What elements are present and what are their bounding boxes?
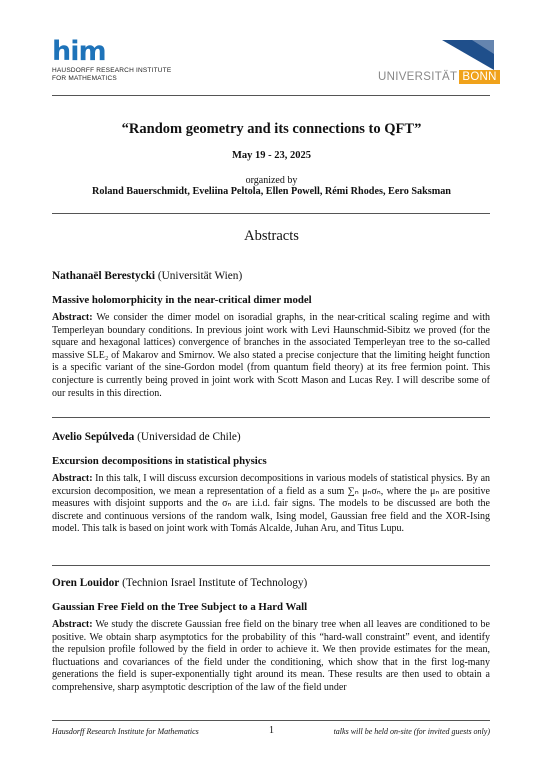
header-rule [52, 95, 490, 96]
speaker-line [52, 270, 242, 282]
organizers: Roland Bauerschmidt, Eveliina Peltola, Ellen Powell, Rémi Rhodes, Eero Saksman [92, 186, 451, 197]
organized-by-label: organized by [245, 175, 298, 186]
footer-institute: Hausdorff Research Institute for Mathematics [52, 727, 199, 736]
talk-abstract [52, 473, 490, 536]
bonn-triangle-icon [442, 40, 494, 70]
bonn-wordmark [378, 70, 500, 84]
talk-divider [52, 565, 490, 566]
footer-note: talks will be held on-site (for invited guests only) [333, 727, 490, 736]
him-institute-line1: HAUSDORFF RESEARCH INSTITUTE [52, 67, 172, 74]
abstract-text: In this talk, I will discuss excursion decompositions in various models of statistical physics. By an excursion decomposition, we mean a representation of a field as a sum ∑ₙ μₙσₙ, where the μₙ are positive measures with disjoint supports and the σₙ are i.i.d. fair signs. The models to be discussed are both the discrete and continuous versions of the random walk, Ising model, Gaussian free field and the XOR-Ising model. This talk is based on joint work with Tomás Alcalde, Juhan Aru, and Titus Lupu. [52, 473, 491, 535]
talk-abstract [52, 619, 490, 695]
abstract-text: We consider the dimer model on isoradial graphs, in the near-critical scaling regime and with Temperleyan boundary conditions. In previous joint work with Levi Haunschmid-Sibitz we proved (for the square and hexagonal lattices) convergence of branches in the associated Temperleyan tree to the so-called massive SLE₂ of Makarov and Smirnov. We also stated a precise conjecture that the limiting height function is a specific variant of the sine-Gordon model (from quantum field theory) at its free fermion point. This conjecture is currently being proved in joint work with Scott Mason and Lucas Rey. I will describe some of our results in this direction. [52, 312, 491, 399]
section-heading: Abstracts [244, 228, 299, 244]
talk-title: Massive holomorphicity in the near-critical dimer model [52, 294, 312, 306]
speaker-name: Avelio Sepúlveda [52, 431, 135, 443]
him-logo-word: him [52, 36, 106, 67]
him-institute-line2: FOR MATHEMATICS [52, 75, 117, 82]
footer-rule [52, 720, 490, 721]
talk-abstract [52, 312, 490, 400]
talk-title: Gaussian Free Field on the Tree Subject to a Hard Wall [52, 601, 308, 613]
abstract-label: Abstract: [52, 619, 93, 630]
speaker-name: Oren Louidor [52, 577, 120, 589]
speaker-affiliation: (Universidad de Chile) [137, 431, 241, 443]
talk-divider [52, 417, 490, 418]
speaker-line [52, 577, 307, 589]
abstract-label: Abstract: [52, 473, 93, 484]
speaker-name: Nathanaël Berestycki [52, 270, 156, 282]
him-logo [52, 38, 171, 83]
speaker-line [52, 431, 241, 443]
abstract-label: Abstract: [52, 312, 93, 323]
event-title: “Random geometry and its connections to QFT” [121, 121, 422, 137]
page-number: 1 [269, 725, 274, 736]
section-rule [52, 213, 490, 214]
talk-title: Excursion decompositions in statistical physics [52, 455, 267, 467]
speaker-affiliation: (Technion Israel Institute of Technology) [122, 577, 308, 589]
bonn-logo-prefix: UNIVERSITÄT [378, 71, 458, 83]
bonn-logo-box: BONN [459, 70, 499, 84]
university-bonn-logo [378, 40, 497, 84]
speaker-affiliation: (Universität Wien) [157, 270, 243, 282]
abstract-text: We study the discrete Gaussian free field on the binary tree when all leaves are conditioned to be positive. We obtain sharp asymptotics for the probability of this “hard-wall constraint” event, and identify the repulsion profile followed by the field in order to achieve it. We then provide estimates for the mean, fluctuations and covariances of the field under the conditioning, which show that in the first log-many generations the field is super-exponentially tight around its mean. These results are then used to obtain a comprehensive, sharp asymptotic description of the law of the field under [52, 619, 490, 693]
event-dates: May 19 - 23, 2025 [231, 150, 312, 161]
